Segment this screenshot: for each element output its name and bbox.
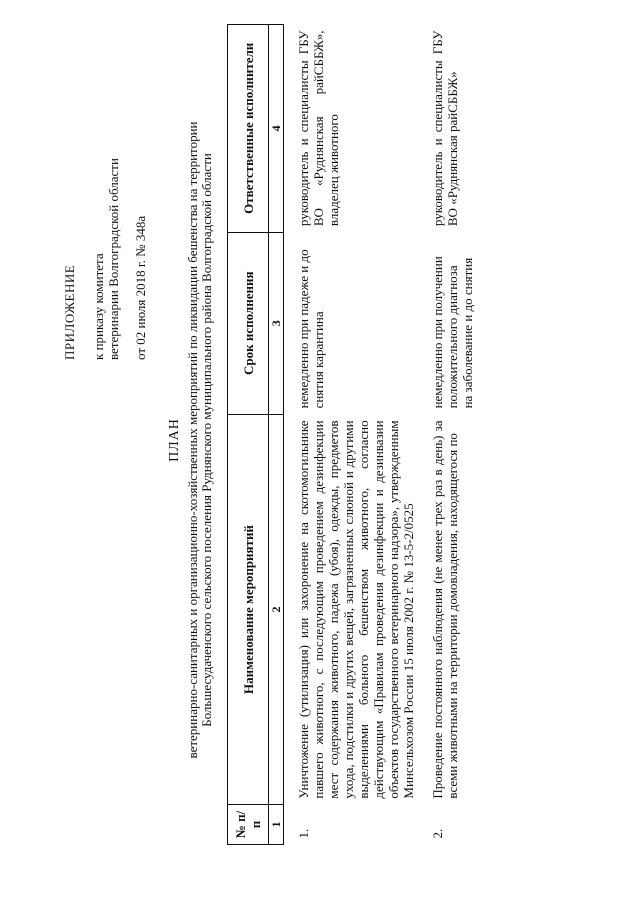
row-term	[284, 232, 419, 414]
approval-line-2: ветеринарии Волгоградской области	[106, 158, 121, 360]
column-number: 3	[269, 232, 284, 414]
column-number: 1	[269, 805, 284, 845]
plan-subtitle-line-1: ветеринарно-санитарных и организационно-хозяйственных мероприятий по ликвидации бешенства на территории	[184, 121, 200, 759]
row-resp: руководитель и специалисты ГБУ ВО «Руднянская райСББЖ»	[430, 30, 460, 227]
table-header-row	[228, 25, 269, 845]
header-num: № п/п	[228, 805, 269, 845]
plan-title-block	[168, 5, 215, 875]
row-term	[418, 232, 477, 414]
plan-heading: ПЛАН	[167, 418, 182, 462]
row-term-line: на заболевание и до снятия	[460, 257, 475, 409]
table-row	[418, 25, 477, 845]
header-resp: Ответственные исполнители	[228, 25, 269, 233]
row-resp: руководитель и специалисты ГБУ ВО «Руднянская райСББЖ», владелец животного	[296, 30, 341, 227]
column-number: 2	[269, 414, 284, 804]
approval-title: ПРИЛОЖЕНИЕ	[62, 264, 77, 360]
row-name: Уничтожение (утилизация) или захоронение на скотомогильнике павшего животного, с последующим проведением дезинфекции мест содержания животного, падежа (убоя), одежды, предметов ухода, подстилки и других вещей, загрязненных слюной и другими выделениями больного бешенством животного, согласно действующим «Правилам проведения дезинфекции и дезинвазии объектов государственного ветеринарного надзора», утвержденным Минсельхозом России 15 июля 2002 г. № 13-5-2/0525	[296, 420, 416, 799]
header-name: Наименование мероприятий	[228, 414, 269, 804]
column-numbers-row	[269, 25, 284, 845]
row-num: 1.	[296, 828, 311, 839]
row-term-line: немедленно при получении	[430, 256, 445, 409]
table-row	[284, 25, 419, 845]
row-term-line: немедленно при падеже и до	[296, 249, 311, 409]
row-term-line: положительного диагноза	[445, 265, 460, 409]
plan-table	[227, 24, 477, 845]
approval-block	[62, 60, 148, 360]
approval-date: от 02 июля 2018 г. № 348а	[133, 215, 148, 360]
row-name: Проведение постоянного наблюдения (не менее трех раз в день) за всеми животными на территории домовладения, находящегося по	[430, 420, 460, 799]
column-number: 4	[269, 25, 284, 233]
header-term: Срок исполнения	[228, 232, 269, 414]
plan-subtitle-line-2: Большесудаченского сельского поселения Руднянского муниципального района Волгоградской области	[199, 153, 214, 727]
row-num: 2.	[430, 828, 445, 839]
approval-line-1: к приказу комитета	[91, 253, 106, 360]
row-term-line: снятия карантина	[311, 311, 326, 409]
